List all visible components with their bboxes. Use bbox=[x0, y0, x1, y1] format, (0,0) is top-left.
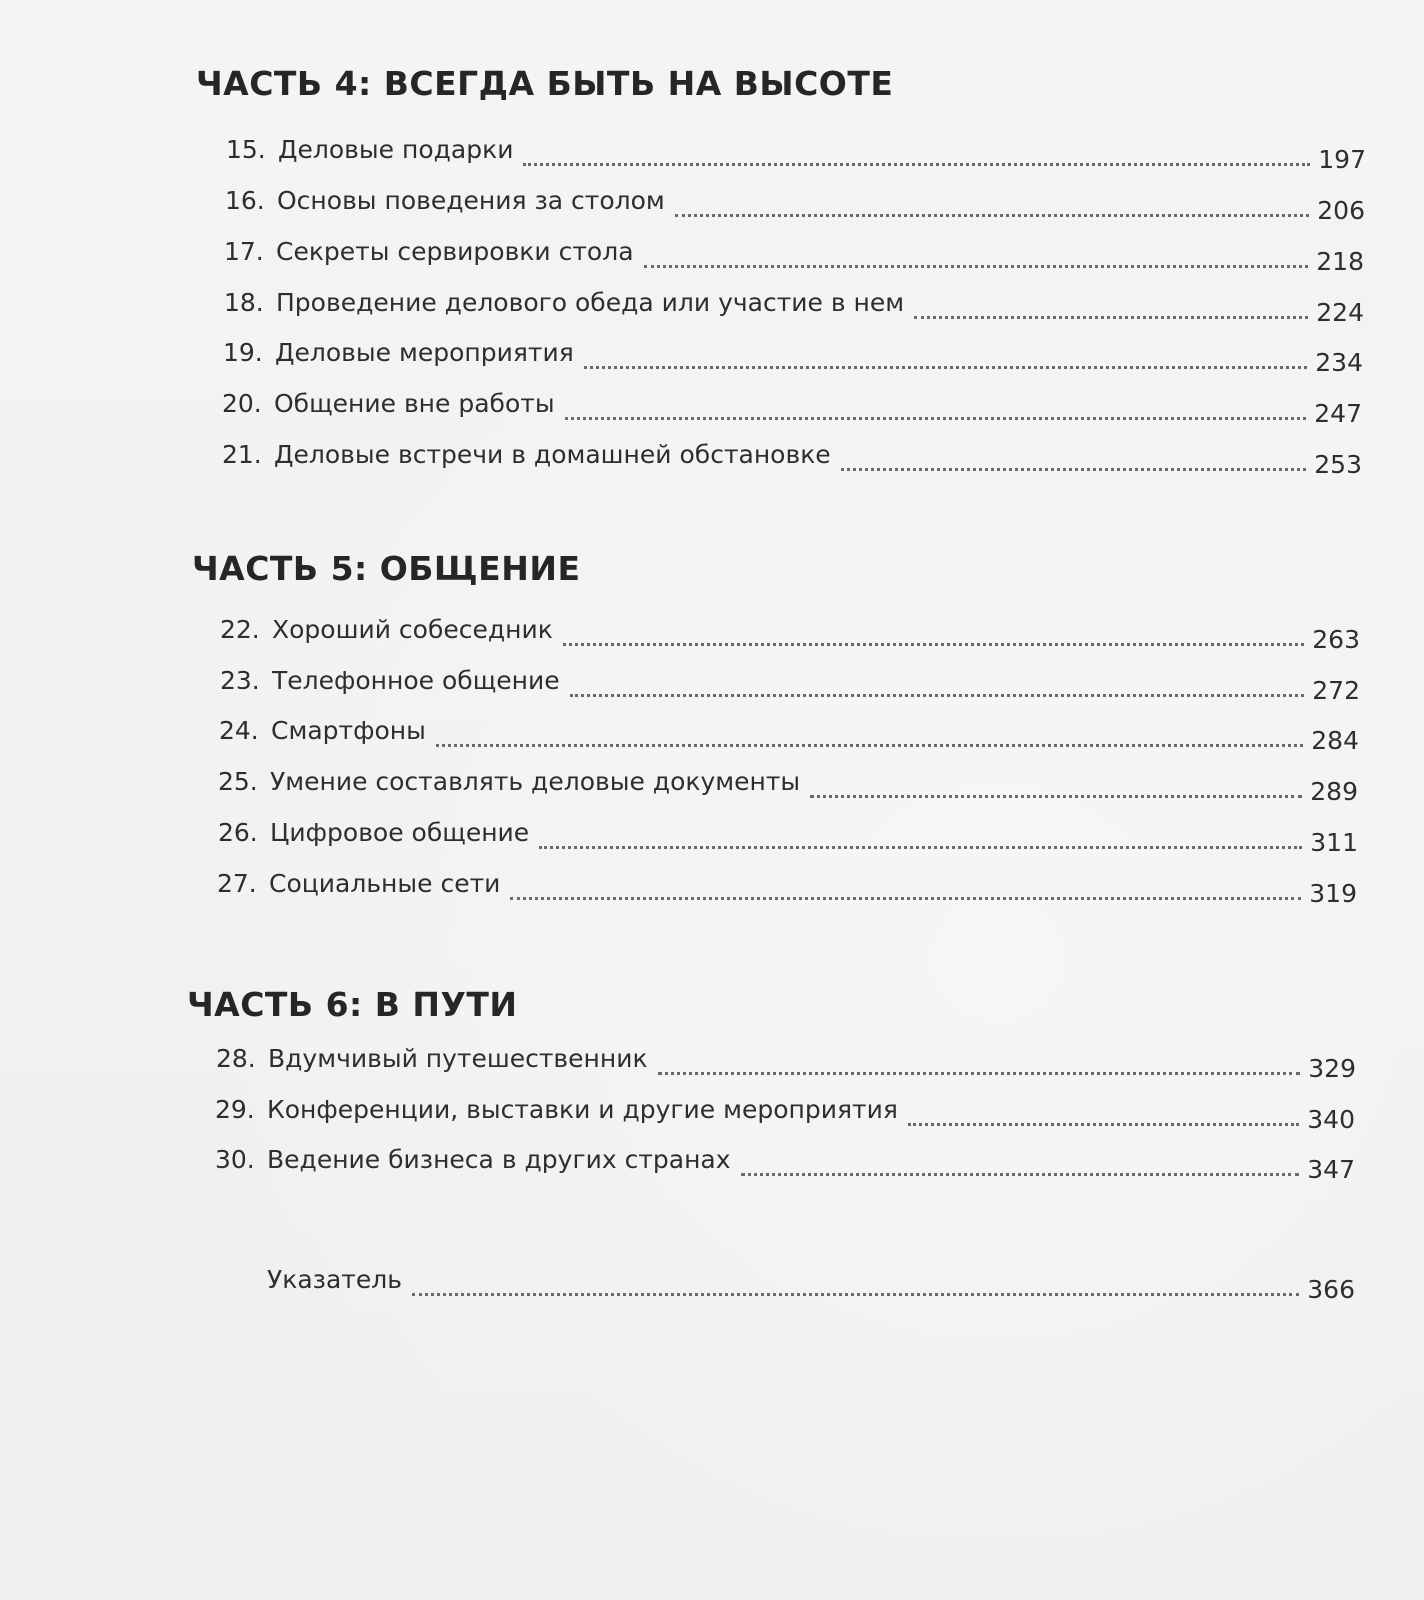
toc-entry bbox=[219, 705, 1359, 755]
entry-title: Социальные сети bbox=[269, 869, 501, 898]
dot-leader bbox=[436, 744, 1303, 747]
toc-entry bbox=[220, 655, 1360, 705]
toc-entry bbox=[223, 327, 1363, 377]
entry-title: Общение вне работы bbox=[274, 389, 555, 418]
entry-title: Указатель bbox=[267, 1265, 402, 1294]
entry-number: 28. bbox=[216, 1044, 256, 1073]
toc-entry bbox=[224, 226, 1364, 276]
toc-entry bbox=[215, 1084, 1355, 1134]
dot-leader bbox=[914, 316, 1308, 319]
entry-title: Основы поведения за столом bbox=[277, 186, 665, 215]
entry-number: 15. bbox=[226, 135, 266, 164]
entry-page: 272 bbox=[1312, 676, 1360, 705]
toc-entry-index bbox=[265, 1254, 1355, 1304]
entry-page: 329 bbox=[1308, 1054, 1356, 1083]
dot-leader bbox=[584, 366, 1307, 369]
entry-page: 247 bbox=[1314, 399, 1362, 428]
entry-number: 25. bbox=[218, 767, 258, 796]
entry-number: 19. bbox=[223, 338, 263, 367]
entry-page: 284 bbox=[1311, 726, 1359, 755]
entry-title: Деловые мероприятия bbox=[275, 338, 574, 367]
entry-page: 218 bbox=[1316, 247, 1364, 276]
entry-number: 16. bbox=[225, 186, 265, 215]
dot-leader bbox=[563, 643, 1304, 646]
entry-number: 29. bbox=[215, 1095, 255, 1124]
entry-page: 289 bbox=[1310, 777, 1358, 806]
dot-leader bbox=[675, 214, 1309, 217]
entry-page: 347 bbox=[1307, 1155, 1355, 1184]
toc-entry bbox=[217, 858, 1357, 908]
entry-title: Проведение делового обеда или участие в нем bbox=[276, 288, 905, 317]
entry-title: Секреты сервировки стола bbox=[276, 237, 634, 266]
toc-entry bbox=[222, 378, 1362, 428]
entry-page: 224 bbox=[1316, 298, 1364, 327]
dot-leader bbox=[510, 897, 1301, 900]
entry-page: 263 bbox=[1312, 625, 1360, 654]
dot-leader bbox=[539, 846, 1302, 849]
entry-title: Деловые встречи в домашней обстановке bbox=[274, 440, 831, 469]
entry-page: 206 bbox=[1317, 196, 1365, 225]
entry-number: 24. bbox=[219, 716, 259, 745]
entry-number: 20. bbox=[222, 389, 262, 418]
entry-title: Телефонное общение bbox=[272, 666, 560, 695]
dot-leader bbox=[810, 795, 1302, 798]
toc-entry bbox=[218, 807, 1358, 857]
toc-entry bbox=[215, 1134, 1355, 1184]
dot-leader bbox=[658, 1072, 1300, 1075]
entry-title: Хороший собеседник bbox=[272, 615, 553, 644]
dot-leader bbox=[570, 694, 1304, 697]
entry-number: 27. bbox=[217, 869, 257, 898]
entry-title: Конференции, выставки и другие мероприятия bbox=[267, 1095, 898, 1124]
dot-leader bbox=[565, 417, 1306, 420]
toc-entry bbox=[216, 1033, 1356, 1083]
entry-page: 234 bbox=[1315, 348, 1363, 377]
toc-entry bbox=[220, 604, 1360, 654]
entry-page: 340 bbox=[1307, 1105, 1355, 1134]
entry-number: 17. bbox=[224, 237, 264, 266]
entry-number: 23. bbox=[220, 666, 260, 695]
entry-title: Цифровое общение bbox=[270, 818, 530, 847]
part-6-title: ЧАСТЬ 6: В ПУТИ bbox=[187, 985, 518, 1024]
entry-number: 26. bbox=[218, 818, 258, 847]
dot-leader bbox=[908, 1123, 1299, 1126]
entry-page: 311 bbox=[1310, 828, 1358, 857]
entry-number: 18. bbox=[224, 288, 264, 317]
dot-leader bbox=[412, 1293, 1299, 1296]
entry-page: 253 bbox=[1314, 450, 1362, 479]
entry-title: Умение составлять деловые документы bbox=[270, 767, 801, 796]
entry-title: Вдумчивый путешественник bbox=[268, 1044, 648, 1073]
entry-number: 30. bbox=[215, 1145, 255, 1174]
entry-page: 366 bbox=[1307, 1275, 1355, 1304]
entry-page: 197 bbox=[1318, 145, 1366, 174]
entry-title: Ведение бизнеса в других странах bbox=[267, 1145, 731, 1174]
toc-entry bbox=[224, 277, 1364, 327]
entry-number: 22. bbox=[220, 615, 260, 644]
toc-entry bbox=[226, 124, 1366, 174]
entry-title: Смартфоны bbox=[271, 716, 426, 745]
entry-page: 319 bbox=[1309, 879, 1357, 908]
toc-entry bbox=[222, 429, 1362, 479]
entry-number: 21. bbox=[222, 440, 262, 469]
part-4-title: ЧАСТЬ 4: ВСЕГДА БЫТЬ НА ВЫСОТЕ bbox=[196, 64, 894, 103]
entry-title: Деловые подарки bbox=[278, 135, 514, 164]
toc-entry bbox=[218, 756, 1358, 806]
dot-leader bbox=[841, 468, 1306, 471]
toc-entry bbox=[225, 175, 1365, 225]
dot-leader bbox=[741, 1173, 1299, 1176]
dot-leader bbox=[523, 163, 1310, 166]
dot-leader bbox=[644, 265, 1308, 268]
part-5-title: ЧАСТЬ 5: ОБЩЕНИЕ bbox=[192, 549, 581, 588]
